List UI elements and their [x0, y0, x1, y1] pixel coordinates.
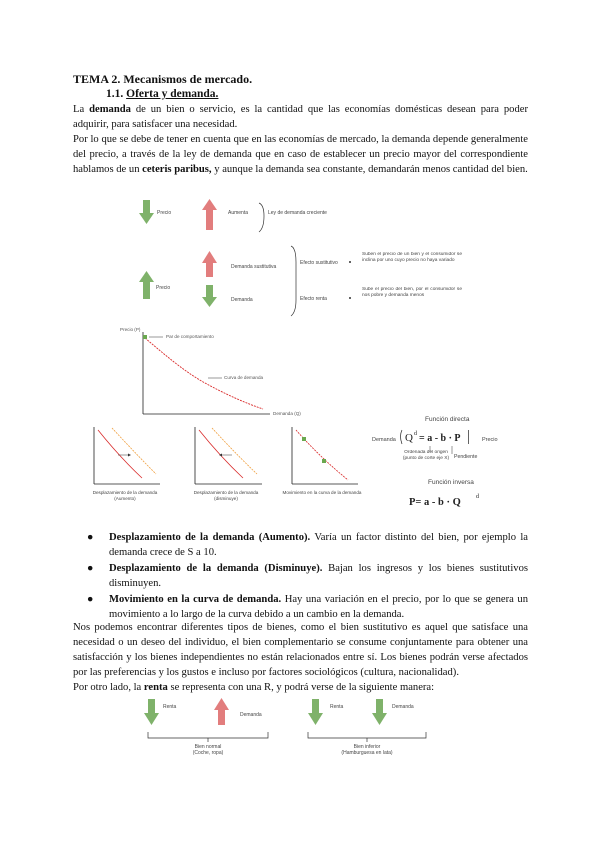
caption-2-box [183, 490, 269, 506]
label-aumenta: Aumenta [228, 210, 249, 216]
point-label: Par de comportamiento [166, 334, 214, 339]
bullet-dot: ● [87, 594, 94, 605]
bracket [401, 430, 403, 444]
list-item [73, 530, 528, 560]
bien-normal-sub: (Coche, ropa) [192, 750, 224, 756]
bullet-text-1: Suben el precio de un bien y el consumidor se inclina por uno cuyo precio no haya variado [362, 252, 462, 263]
bullet-text-2: Sube el precio del bien, por el consumidor se nos pobre y demanda menos [362, 287, 462, 298]
bullet-text-2-box [362, 287, 462, 313]
text-run: y aunque la demanda sea constante, demandarán menos cantidad del bien. [211, 164, 528, 175]
label-efecto-renta: Efecto renta [300, 296, 327, 302]
label-ley: Ley de demanda creciente [268, 210, 327, 216]
ordenada-label: Ordenada del origen (punto de corte eje X) [402, 450, 450, 461]
shift-increase-chart [82, 427, 168, 506]
shift-decrease-chart [183, 427, 269, 506]
ordenada-box [398, 450, 454, 466]
bullet-bold: Desplazamiento de la demanda (Disminuye). [109, 563, 323, 574]
green-down-arrow-icon [139, 200, 154, 224]
bullet-text: Bajan los ingresos y los bienes sustitutivos disminuyen. [109, 563, 528, 589]
y-axis-label: Precio (P) [120, 327, 141, 332]
original-curve [98, 430, 142, 478]
caption-1-box [82, 490, 168, 506]
label-demanda: Demanda [231, 297, 253, 303]
green-down-arrow-icon [372, 699, 387, 725]
brace [291, 246, 296, 316]
bien-inferior-sub: (Hamburguesa en lata) [341, 750, 393, 756]
text-run: se representa con una R, y podrá verse de la siguiente manera: [167, 682, 435, 693]
bullet-text-1-box [362, 252, 462, 278]
renta-label-2: Renta [330, 704, 344, 710]
precio-label: Precio [482, 437, 498, 443]
bullet-dot [349, 261, 351, 263]
bullet-dot: ● [87, 532, 94, 543]
inverse-function-title: Función inversa [428, 479, 474, 486]
bold-term: ceteris paribus, [142, 164, 212, 175]
renta-diagram [144, 698, 426, 756]
label-precio-2: Precio [156, 285, 171, 291]
brace [259, 203, 264, 232]
list-item [73, 561, 528, 591]
bold-term: demanda [89, 104, 131, 115]
curve-label: Curva de demanda [224, 375, 264, 380]
renta-label-1: Renta [163, 704, 177, 710]
bracket-bar [468, 430, 469, 444]
bullet-text: Hay una variación en el precio, por lo que se genera un movimiento a lo largo de la curva debido a un cambio en la demanda. [109, 594, 528, 620]
demand-curve [145, 338, 263, 409]
section-title: Oferta y demanda. [126, 88, 219, 100]
text-run: Por lo que se debe de tener en cuenta que en las economías de mercado, la demanda depende generalmente del precio, a través de la ley de demanda que en caso de establecer un precio mayor del correspondiente hablamos de un [73, 134, 528, 175]
bien-inferior-label: Bien inferior [353, 744, 381, 750]
bien-normal-label: Bien normal [194, 744, 222, 750]
list-item [73, 592, 528, 622]
label-demanda-sustitutiva: Demanda sustitutiva [231, 264, 277, 270]
bullet-dot [349, 297, 351, 299]
x-axis-label: Demanda (Q) [273, 411, 301, 416]
arrow-head-icon [128, 454, 131, 457]
formula-direct-rest: = a - b · P [419, 433, 461, 444]
green-down-arrow-icon [308, 699, 323, 725]
movement-along-curve-chart [280, 427, 364, 510]
point-b [322, 459, 326, 463]
formula-q-superscript: d [414, 431, 417, 437]
label-efecto-sustitutivo: Efecto sustitutivo [300, 260, 338, 266]
shifted-curve [212, 428, 257, 474]
outro-paragraph-1: Nos podemos encontrar diferentes tipos de bienes, como el bien sustitutivo es aquel que satisface una necesidad o un deseo del individuo, el bien complementario se consume conjuntamente para obtener una satisfacción y los bienes independientes no están relacionados entre sí. Los bienes podrán verse afectados por las preferencias y los gustos e incluso por factores sociológicos (cultura, nacionalidad). [73, 622, 528, 678]
bullet-bold: Desplazamiento de la demanda (Aumento). [109, 532, 311, 543]
text-run: La [73, 104, 90, 115]
page-title: TEMA 2. Mecanismos de mercado. [73, 72, 253, 86]
section-number: 1.1. [106, 88, 124, 100]
caption-3-box [280, 490, 364, 510]
red-up-arrow-icon [214, 698, 229, 725]
green-up-arrow-icon [139, 271, 154, 299]
demanda-label: Demanda [372, 437, 396, 443]
bracket-inferior [308, 732, 426, 738]
demand-curve-chart [120, 327, 301, 416]
shifted-curve [112, 428, 156, 474]
caption-1: Desplazamiento de la demanda (Aumento) [92, 490, 158, 501]
text-run: Por otro lado, la [73, 682, 144, 693]
outro-paragraph-2 [73, 680, 528, 695]
demanda-label-1: Demanda [240, 712, 262, 718]
pendiente-label: Pendiente [454, 454, 478, 460]
caption-2: Desplazamiento de la demanda (disminuye) [193, 490, 259, 501]
caption-3: Movimiento en la curva de la demanda [282, 490, 362, 495]
formula-q: Q [405, 432, 413, 444]
direct-function-title: Función directa [425, 416, 470, 423]
green-down-arrow-icon [202, 285, 217, 307]
demanda-label-2: Demanda [392, 704, 414, 710]
inverse-superscript: d [476, 494, 479, 500]
formula-block [372, 416, 498, 508]
bullet-dot: ● [87, 563, 94, 574]
equilibrium-point [143, 335, 147, 339]
green-down-arrow-icon [144, 699, 159, 725]
red-up-arrow-icon [202, 251, 217, 277]
bullet-bold: Movimiento en la curva de demanda. [109, 594, 282, 605]
text-run: de un bien o servicio, es la cantidad que las economías domésticas desean para poder adquirir, para satisfacer una necesidad. [73, 104, 528, 130]
label-precio: Precio [157, 210, 172, 216]
inverse-formula: P= a - b · Q [409, 497, 461, 508]
red-up-arrow-icon [202, 199, 217, 230]
point-a [302, 437, 306, 441]
bullet-text: Varía un factor distinto del bien, por ejemplo la demanda crece de S a 10. [109, 532, 528, 558]
bold-term: renta [143, 682, 168, 693]
bracket-normal [148, 732, 268, 738]
bullet-list [73, 530, 528, 623]
